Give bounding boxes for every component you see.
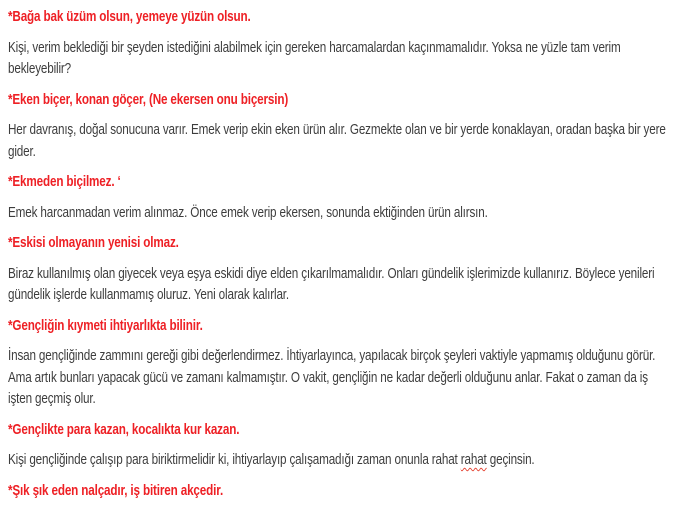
explanation-paragraph: Her davranış, doğal sonucuna varır. Emek verip ekin eken ürün alır. Gezmekte olan ve bir yerde konaklayan, oradan başka bir yere gider. <box>8 121 666 160</box>
misspelled-word: rahat <box>460 451 487 468</box>
explanation-paragraph: Biraz kullanılmış olan giyecek veya eşya eskidi diye elden çıkarılmamalıdır. Onları gündelik işlerimizde kullanırız. Böylece yenileri gündelik işlerde kullanmamış oluruz. Yeni olarak kalırlar. <box>8 264 655 303</box>
proverb-heading: *Gençliğin kıymeti ihtiyarlıkta bilinir. <box>8 316 203 334</box>
explanation-paragraph: İnsan gençliğinde zammını gereği gibi değerlendirmez. İhtiyarlayınca, yapılacak birçok şeyleri vaktiyle yapmamış olduğunu görür. Ama artık bunları yapacak gücü ve zamanı kalmamıştır. O vakit, gençliğin ne kadar değerli olduğunu anlar. Fakat o zaman da iş işten geçmiş olur. <box>8 347 656 407</box>
proverb-heading: *Eskisi olmayanın yenisi olmaz. <box>8 234 179 251</box>
document-text-column <box>8 6 669 501</box>
paragraph-text-run: geçinsin. <box>486 451 535 468</box>
proverb-heading: *Gençlikte para kazan, kocalıkta kur kazan. <box>8 420 240 438</box>
proverb-heading: *Bağa bak üzüm olsun, yemeye yüzün olsun. <box>8 8 251 25</box>
proverb-heading: *Şık şık eden nalçadır, iş bitiren akçedir. <box>8 481 224 499</box>
proverb-heading: *Ekmeden biçilmez. ‘ <box>8 173 121 190</box>
paragraph-text-run: Kişi gençliğinde çalışıp para biriktirmelidir ki, ihtiyarlayıp çalışamadığı zaman onunla rahat <box>8 451 461 468</box>
explanation-paragraph: Kişi, verim beklediği bir şeyden istediğini alabilmek için gereken harcamalardan kaçınmamalıdır. Yoksa ne yüzle tam verim bekleyebilir? <box>8 38 621 77</box>
proverb-heading: *Eken biçer, konan göçer, (Ne ekersen onu biçersin) <box>8 90 289 108</box>
explanation-paragraph <box>8 449 669 471</box>
explanation-paragraph: Emek harcanmadan verim alınmaz. Önce emek verip ekersen, sonunda ektiğinden ürün alırsın. <box>8 203 488 221</box>
